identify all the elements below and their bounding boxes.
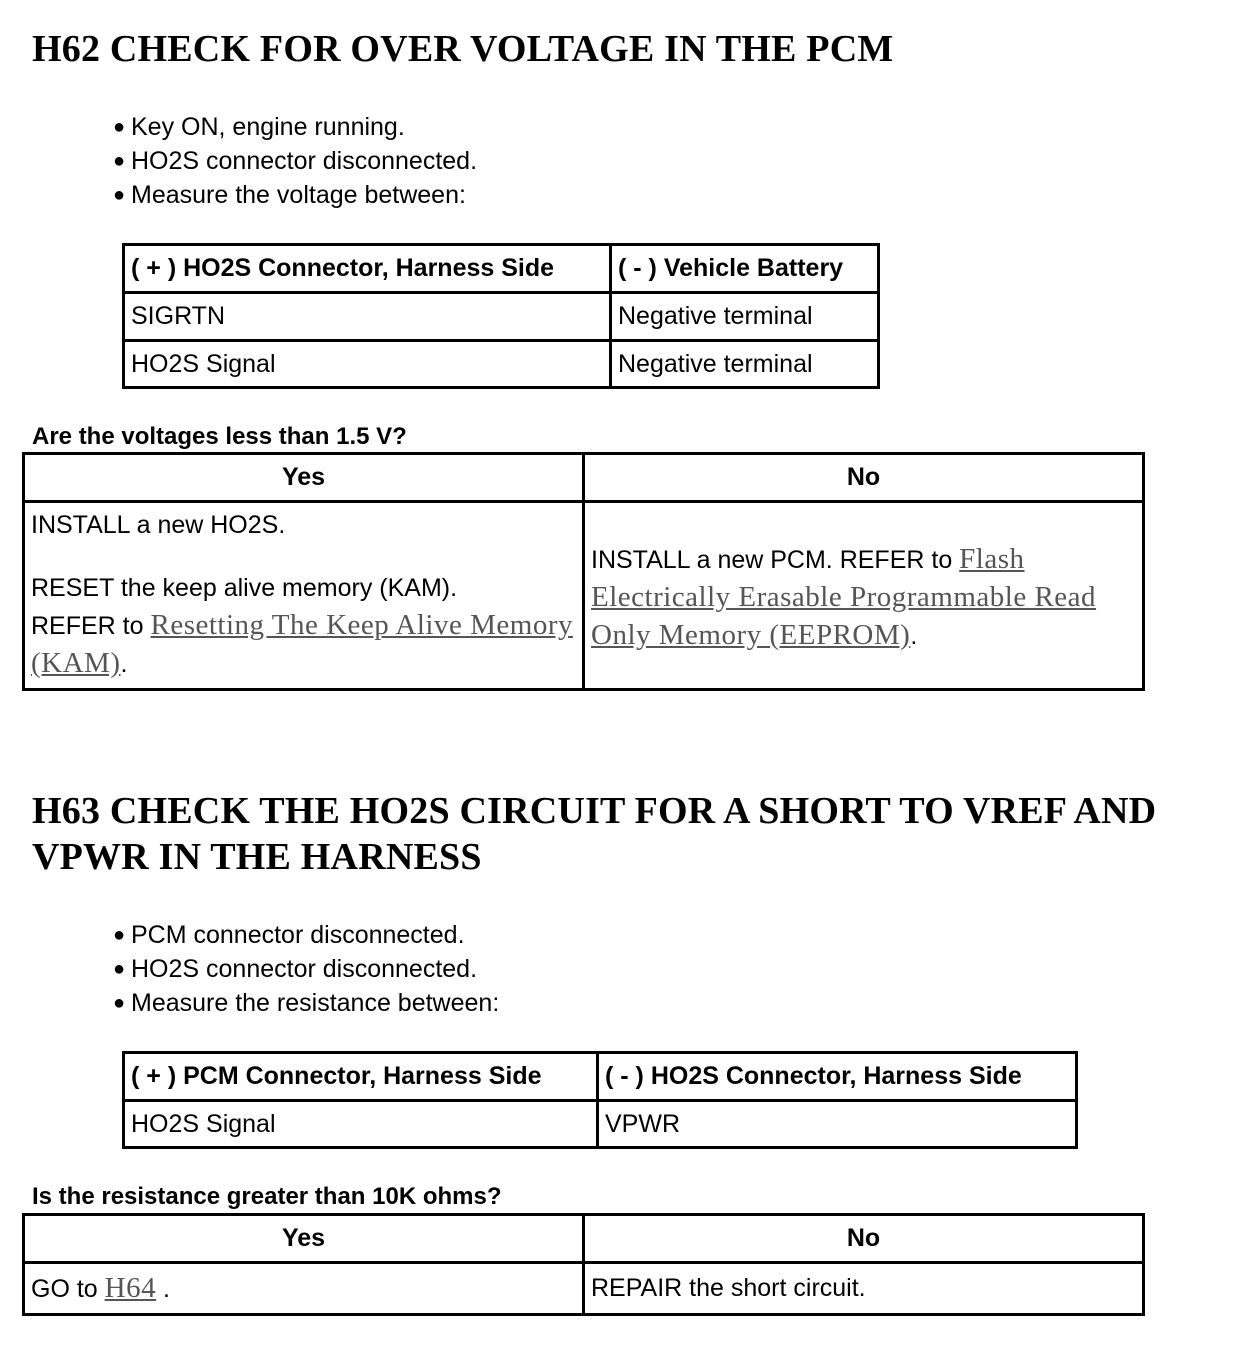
h63-question: Is the resistance greater than 10K ohms? bbox=[32, 1183, 502, 1210]
h63-result-table bbox=[22, 1213, 1145, 1316]
list-item: ● Key ON, engine running. bbox=[113, 110, 477, 144]
list-item: ● PCM connector disconnected. bbox=[113, 918, 499, 952]
eeprom-flash-link[interactable]: Flash Electrically Erasable Programmable Read Only Memory (EEPROM) bbox=[591, 542, 1097, 651]
h62-result-table bbox=[22, 452, 1145, 691]
table-cell: Negative terminal bbox=[611, 293, 879, 341]
table-header: ( + ) PCM Connector, Harness Side bbox=[124, 1053, 598, 1101]
table-row bbox=[124, 341, 879, 388]
table-header: ( - ) Vehicle Battery bbox=[611, 245, 879, 293]
h62-title: H62 CHECK FOR OVER VOLTAGE IN THE PCM bbox=[32, 28, 894, 70]
list-item: ● HO2S connector disconnected. bbox=[113, 952, 499, 986]
h64-link[interactable]: H64 bbox=[104, 1271, 157, 1304]
table-header-row bbox=[24, 454, 1144, 502]
table-cell: VPWR bbox=[598, 1101, 1077, 1148]
table-cell: HO2S Signal bbox=[124, 1101, 598, 1148]
table-cell: Negative terminal bbox=[611, 341, 879, 388]
yes-line: INSTALL a new HO2S. bbox=[31, 511, 286, 539]
table-header: ( - ) HO2S Connector, Harness Side bbox=[598, 1053, 1077, 1101]
yes-refer-line: REFER to Resetting The Keep Alive Memory (KAM). bbox=[31, 609, 573, 679]
bullet-icon: ● bbox=[113, 184, 126, 206]
table-header-row bbox=[24, 1215, 1144, 1263]
list-item: ● HO2S connector disconnected. bbox=[113, 144, 477, 178]
list-item: ● Measure the voltage between: bbox=[113, 178, 477, 212]
no-cell: REPAIR the short circuit. bbox=[584, 1263, 1144, 1315]
h63-title bbox=[32, 788, 1156, 880]
list-item: ● Measure the resistance between: bbox=[113, 986, 499, 1020]
h63-title-line: H63 CHECK THE HO2S CIRCUIT FOR A SHORT TO VREF AND bbox=[32, 790, 1157, 832]
no-cell: INSTALL a new PCM. REFER to Flash Electrically Erasable Programmable Read Only Memory (EEPROM). bbox=[584, 502, 1144, 690]
kam-reset-link[interactable]: Resetting The Keep Alive Memory (KAM) bbox=[31, 609, 573, 679]
table-row bbox=[24, 502, 1144, 690]
yes-line: RESET the keep alive memory (KAM). bbox=[31, 574, 458, 602]
table-header-row bbox=[124, 1053, 1077, 1101]
h62-measure-table bbox=[122, 243, 880, 389]
bullet-icon: ● bbox=[113, 150, 126, 172]
table-cell: HO2S Signal bbox=[124, 341, 611, 388]
no-header: No bbox=[584, 1215, 1144, 1263]
no-header: No bbox=[584, 454, 1144, 502]
bullet-icon: ● bbox=[113, 958, 126, 980]
table-header: ( + ) HO2S Connector, Harness Side bbox=[124, 245, 611, 293]
table-row bbox=[124, 1101, 1077, 1148]
table-row bbox=[24, 1263, 1144, 1315]
yes-cell: GO to H64 . bbox=[24, 1263, 584, 1315]
h62-question: Are the voltages less than 1.5 V? bbox=[32, 423, 407, 450]
h63-title-line: VPWR IN THE HARNESS bbox=[32, 836, 482, 878]
table-header-row bbox=[124, 245, 879, 293]
bullet-icon: ● bbox=[113, 924, 126, 946]
yes-cell bbox=[24, 502, 584, 690]
table-cell: SIGRTN bbox=[124, 293, 611, 341]
h63-measure-table bbox=[122, 1051, 1078, 1149]
table-row bbox=[124, 293, 879, 341]
yes-header: Yes bbox=[24, 1215, 584, 1263]
h63-bullet-list bbox=[113, 918, 499, 1020]
yes-header: Yes bbox=[24, 454, 584, 502]
h62-bullet-list bbox=[113, 110, 477, 212]
bullet-icon: ● bbox=[113, 992, 126, 1014]
bullet-icon: ● bbox=[113, 116, 126, 138]
